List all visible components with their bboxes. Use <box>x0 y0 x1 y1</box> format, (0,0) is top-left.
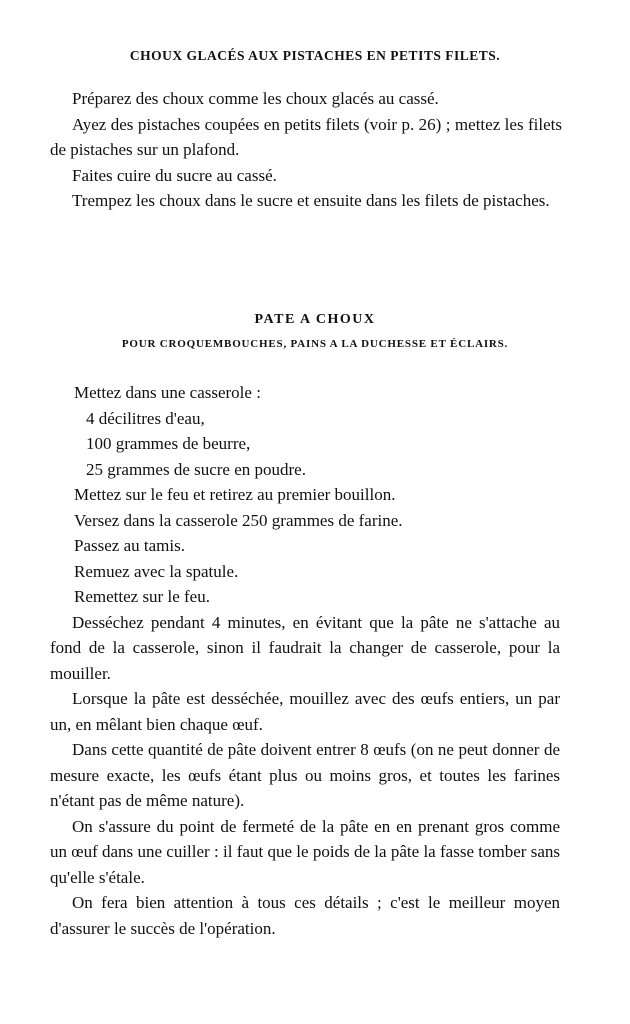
paragraph: Lorsque la pâte est desséchée, mouillez avec des œufs entiers, un par un, en mêlant bien chaque œuf. <box>50 689 560 734</box>
step-line: Passez au tamis. <box>74 536 185 555</box>
ingredient-line: 25 grammes de sucre en poudre. <box>86 459 306 479</box>
paragraph: On fera bien attention à tous ces détails ; c'est le meilleur moyen d'assurer le succès de l'opération. <box>50 893 560 938</box>
section-title-pate-a-choux: PATE A CHOUX <box>254 312 376 327</box>
paragraph: Préparez des choux comme les choux glacés au cassé. <box>72 89 439 108</box>
section-title-choux-glaces: CHOUX GLACÉS AUX PISTACHES EN PETITS FILETS. <box>129 48 501 63</box>
ingredient-line: 4 décilitres d'eau, <box>86 408 205 428</box>
paragraph: Dans cette quantité de pâte doivent entrer 8 œufs (on ne peut donner de mesure exacte, les œufs étant plus ou moins gros, et toutes les farines n'étant pas de même nature). <box>50 740 560 810</box>
step-line: Remettez sur le feu. <box>74 587 210 606</box>
step-line: Remuez avec la spatule. <box>74 561 239 581</box>
paragraph: Desséchez pendant 4 minutes, en évitant que la pâte ne s'attache au fond de la casserole, sinon il faudrait la changer de casserole, pour la mouiller. <box>50 612 560 683</box>
paragraph: Ayez des pistaches coupées en petits filets (voir p. 26) ; mettez les filets de pistaches sur un plafond. <box>50 114 562 159</box>
step-line: Mettez sur le feu et retirez au premier bouillon. <box>74 485 396 504</box>
section-body-pate-a-choux <box>50 380 560 941</box>
paragraph: On s'assure du point de fermeté de la pâte en en prenant gros comme un œuf dans une cuiller : il faut que le poids de la pâte la fasse tomber sans qu'elle s'étale. <box>50 816 560 887</box>
paragraph: Faites cuire du sucre au cassé. <box>72 165 277 185</box>
step-line: Versez dans la casserole 250 grammes de farine. <box>74 510 403 530</box>
section-subtitle: POUR CROQUEMBOUCHES, PAINS A LA DUCHESSE ET ÉCLAIRS. <box>121 338 509 350</box>
intro-line: Mettez dans une casserole : <box>74 383 261 402</box>
ingredient-line: 100 grammes de beurre, <box>86 434 251 453</box>
paragraph: Trempez les choux dans le sucre et ensuite dans les filets de pistaches. <box>72 191 550 210</box>
section-body-choux-glaces <box>50 86 562 214</box>
